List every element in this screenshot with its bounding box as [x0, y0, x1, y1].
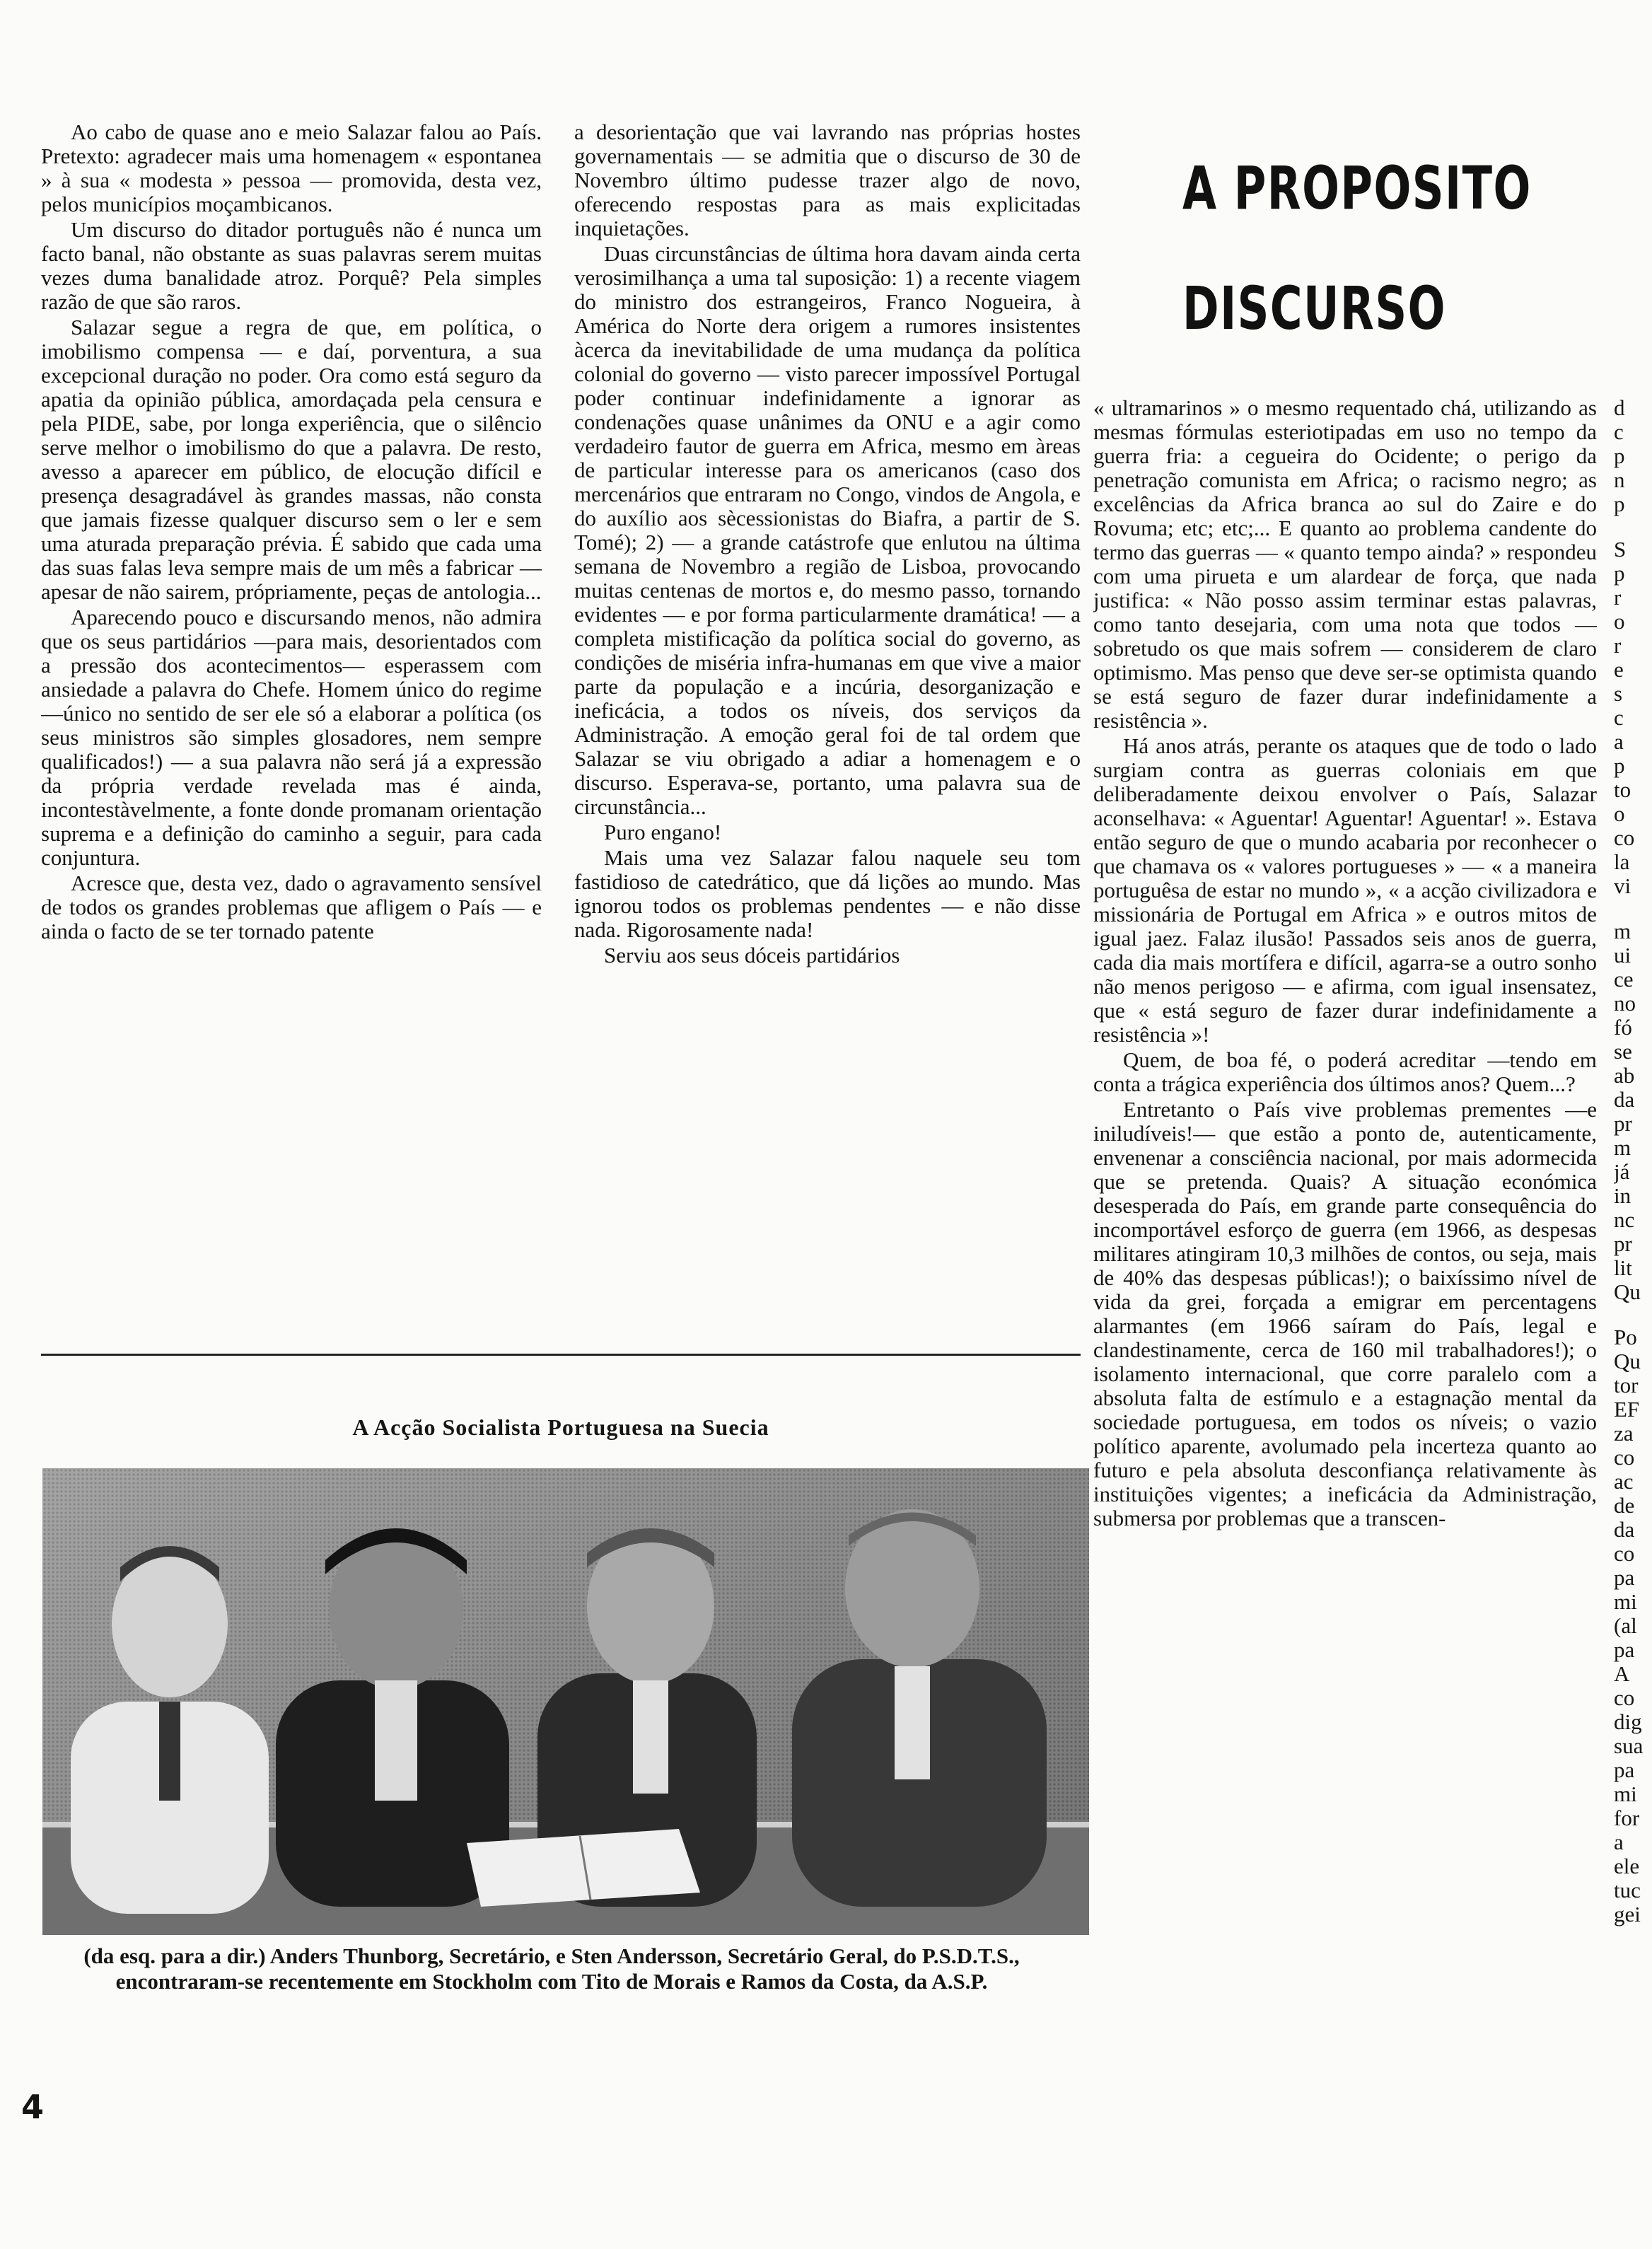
cropped-line: Qu: [1614, 1279, 1641, 1304]
cropped-line: m: [1614, 1135, 1631, 1160]
cropped-line: dig: [1614, 1709, 1642, 1734]
cropped-line: tor: [1614, 1373, 1639, 1397]
cropped-line: p: [1614, 492, 1625, 516]
cropped-line: co: [1614, 1685, 1635, 1710]
cropped-line: lit: [1614, 1255, 1632, 1280]
cropped-line: m: [1614, 919, 1631, 943]
paragraph: Serviu aos seus dóceis partidários: [604, 943, 900, 967]
cropped-line: de: [1614, 1493, 1635, 1518]
cropped-line: já: [1614, 1159, 1630, 1184]
cropped-line: ui: [1614, 943, 1631, 967]
cropped-line: [1614, 516, 1652, 537]
cropped-line: pa: [1614, 1565, 1635, 1590]
cropped-line: pr: [1614, 1111, 1632, 1136]
paragraph: « ultramarinos » o mesmo requentado chá, utilizando as mesmas fórmulas esteriotipadas em uso no tempo da guerra fria: a cegueira do Ocidente; o perigo da penetração comunista em Africa; o racismo negro; as excelências da Africa branca ao sul do Zaire e do Rovuma; etc; etc;... E quanto ao problema candente do termo das guerras — « quanto tempo ainda? » respondeu com uma pirueta e um alardear de força, que nada justifica: « Não posso assim terminar estas palavras, como tanto desejaria, com uma nota que todos — sobretudo os que mais sofrem — considerem de claro optimismo. Mas penso que deve ser-se optimista quando se está seguro de fazer durar indefinidamente a resistência ».: [1093, 396, 1597, 733]
section-divider: [41, 1354, 1081, 1356]
paragraph: a desorientação que vai lavrando nas próprias hostes governamentais — se admitia que o discurso de 30 de Novembro último pudesse trazer algo de novo, oferecendo respostas para as mais explicitadas inquietações.: [574, 120, 1081, 240]
cropped-line: pa: [1614, 1757, 1635, 1782]
cropped-line: ele: [1614, 1854, 1640, 1878]
cropped-line: to: [1614, 777, 1631, 802]
cropped-line: p: [1614, 443, 1625, 468]
paragraph: Há anos atrás, perante os ataques que de todo o lado surgiam contra as guerras coloniais em que deliberadamente deixou envolver o País, Salazar aconselhava: « Aguentar! Aguentar! Aguentar! ». Estava então seguro de que o mundo acabaria por reconhecer o que chamava os « valores portugueses » — « a maneira portuguêsa de estar no mundo », « a acção civilizadora e missionária de Portugal em Africa » e outros mitos de igual jaez. Falaz ilusão! Passados seis anos de guerra, cada dia mais mortífera e difícil, agarra-se a outro sonho não menos perigoso — e afirma, com igual insensatez, que « está seguro de fazer durar indefinidamente a resistência »!: [1093, 733, 1597, 1047]
cropped-line: Po: [1614, 1325, 1637, 1349]
article-column-4-cropped: [1614, 396, 1652, 2079]
cropped-line: n: [1614, 467, 1625, 492]
cropped-line: c: [1614, 419, 1624, 444]
cropped-line: gei: [1614, 1902, 1641, 1927]
cropped-line: ab: [1614, 1063, 1635, 1088]
cropped-line: o: [1614, 609, 1625, 634]
cropped-line: p: [1614, 753, 1625, 778]
cropped-line: r: [1614, 633, 1622, 658]
cropped-line: vi: [1614, 873, 1631, 898]
cropped-line: sua: [1614, 1733, 1644, 1758]
paragraph: Entretanto o País vive problemas prementes —e iniludíveis!— que estão a ponto de, autenticamente, envenenar a consciência nacional, por mais adormecida que se pretenda. Quais? A situação económica desesperada do País, em grande parte consequência do incomportável esforço de guerra (em 1966, as despesas militares atingiram 10,3 milhões de contos, ou seja, mais de 40% das despesas públicas!); o baixíssimo nível de vida da grei, forçada a emigrar em percentagens alarmantes (em 1966 saíram do País, legal e clandestinamente, cerca de 160 mil trabalhadores!); o isolamento internacional, que corre paralelo com a absoluta falta de estímulo e a estagnação mental da sociedade portuguesa, em todos os níveis; o vazio político aparente, avolumado pela incerteza quanto ao futuro e pela absoluta desconfiança relativamente às instituições vigentes; a ineficácia da Administração, submersa por problemas que a transcen-: [1093, 1097, 1597, 1530]
cropped-line: EF: [1614, 1397, 1640, 1422]
paragraph: Salazar segue a regra de que, em política, o imobilismo compensa — e daí, porventura, a sua excepcional duração no poder. Ora como está seguro da apatia da opinião pública, amordaçada pela censura e pela PIDE, sabe, por longa experiência, que o silêncio serve melhor o imobilismo do que a palavra. De resto, avesso a aparecer em público, de elocução difícil e presença desagradável às grandes massas, não consta que jamais fizesse qualquer discurso sem o ler e sem uma aturada preparação prévia. É sabido que cada uma das suas falas leva sempre mais de um mês a fabricar — apesar de não sairem, própriamente, peças de antologia...: [41, 315, 542, 604]
headline-line-2: DISCURSO: [1182, 274, 1446, 343]
cropped-line: no: [1614, 991, 1636, 1016]
cropped-line: in: [1614, 1183, 1631, 1208]
cropped-line: la: [1614, 849, 1630, 874]
paragraph: Aparecendo pouco e discursando menos, não admira que os seus partidários —para mais, desorientados com a pressão dos acontecimentos— esperassem com ansiedade a palavra do Chefe. Homem único do regime —único no sentido de ser ele só a elaborar a política (os seus ministros são simples glosadores, nem sempre qualificados!) — a sua palavra não será já a expressão da própria verdade revelada mas é ainda, incontestàvelmente, a fonte donde promanam orientação suprema e a definição do caminho a seguir, para cada conjuntura.: [41, 605, 542, 870]
cropped-line: [1614, 898, 1652, 919]
paragraph: Duas circunstâncias de última hora davam ainda certa verosimilhança a uma tal suposição: 1) a recente viagem do ministro dos estrangeiros, Franco Nogueira, à América do Norte dera origem a rumores insistentes àcerca da inevitabilidade de uma mudança da política colonial do governo — visto parecer impossível Portugal poder continuar indefinidamente a ignorar as condenações quase unânimes da ONU e a agir como verdadeiro fautor de guerra em Africa, mesmo em àreas de particular interesse para os americanos (caso dos mercenários que entraram no Congo, vindos de Angola, e do auxílio aos sècessionistas do Biafra, a partir de S. Tomé); 2) — a grande catástrofe que enlutou na última semana de Novembro a região de Lisboa, provocando muitas centenas de mortos e, do mesmo passo, tornando evidentes — e por forma particularmente dramática! — a completa mistificação da política social do governo, as condições de miséria infra-humanas em que vive a maior parte da população e a incúria, desorganização e ineficácia, a todos os níveis, dos serviços da Administração. A emoção geral foi de tal ordem que Salazar se viu obrigado a adiar a homenagem e o discurso. Esperava-se, portanto, uma palavra sua de circunstância...: [574, 241, 1081, 819]
cropped-line: Qu: [1614, 1349, 1641, 1373]
cropped-line: ce: [1614, 967, 1634, 992]
cropped-line: c: [1614, 705, 1624, 730]
cropped-line: s: [1614, 681, 1623, 706]
cropped-line: (al: [1614, 1613, 1637, 1638]
cropped-line: da: [1614, 1087, 1635, 1112]
cropped-line: pr: [1614, 1231, 1632, 1256]
cropped-line: p: [1614, 561, 1625, 586]
headline-line-1: A PROPOSITO: [1182, 153, 1532, 223]
paragraph: Ao cabo de quase ano e meio Salazar falou ao País. Pretexto: agradecer mais uma homenagem « espontanea » à sua « modesta » pessoa — promovida, desta vez, pelos municípios moçambicanos.: [41, 120, 542, 216]
cropped-line: r: [1614, 585, 1622, 610]
cropped-line: mi: [1614, 1782, 1637, 1806]
cropped-line: se: [1614, 1039, 1632, 1064]
article-column-3: [1093, 396, 1597, 2079]
cropped-line: mi: [1614, 1589, 1637, 1614]
cropped-line: za: [1614, 1421, 1634, 1446]
cropped-line: co: [1614, 1445, 1635, 1470]
cropped-line: [1614, 1304, 1652, 1325]
paragraph: Mais uma vez Salazar falou naquele seu tom fastidioso de catedrático, que dá lições ao mundo. Mas ignorou todos os problemas pendentes — e não disse nada. Rigorosamente nada!: [574, 845, 1081, 942]
cropped-line: da: [1614, 1517, 1635, 1542]
cropped-line: fó: [1614, 1015, 1632, 1040]
paragraph: Um discurso do ditador português não é nunca um facto banal, não obstante as suas palavras serem muitas vezes duma banalidade atroz. Porquê? Pela simples razão de que são raros.: [41, 217, 542, 314]
cropped-line: A: [1614, 1661, 1630, 1686]
cropped-line: d: [1614, 396, 1625, 420]
cropped-line: o: [1614, 801, 1625, 826]
cropped-line: S: [1614, 537, 1627, 562]
cropped-line: nc: [1614, 1207, 1635, 1232]
page-number: 4: [21, 2088, 45, 2126]
cropped-line: e: [1614, 657, 1624, 682]
photo-caption: (da esq. para a dir.) Anders Thunborg, Secretário, e Sten Andersson, Secretário Geral, do P.S.D.T.S., encontraram-se recentemente em Stockholm com Tito de Morais e Ramos da Costa, da A.S.P.: [83, 1943, 1020, 1994]
cropped-line: tuc: [1614, 1878, 1641, 1902]
cropped-line: ac: [1614, 1469, 1634, 1494]
news-photo: [42, 1468, 1089, 1935]
paragraph: Puro engano!: [604, 820, 722, 844]
cropped-line: co: [1614, 825, 1635, 850]
cropped-line: a: [1614, 1830, 1624, 1854]
cropped-line: for: [1614, 1806, 1640, 1830]
article-column-2: [574, 120, 1081, 1315]
cropped-line: a: [1614, 729, 1624, 754]
cropped-line: co: [1614, 1541, 1635, 1566]
photo-heading: A Acção Socialista Portuguesa na Suecia: [352, 1414, 769, 1440]
cropped-line: pa: [1614, 1637, 1635, 1662]
paragraph: Quem, de boa fé, o poderá acreditar —tendo em conta a trágica experiência dos últimos anos? Quem...?: [1093, 1047, 1597, 1096]
headline: [1182, 132, 1530, 372]
paragraph: Acresce que, desta vez, dado o agravamento sensível de todos os grandes problemas que afligem o País — e ainda o facto de se ter tornado patente: [41, 871, 542, 943]
meeting-photo-image: [42, 1468, 1089, 1935]
article-column-1: [41, 120, 542, 1315]
